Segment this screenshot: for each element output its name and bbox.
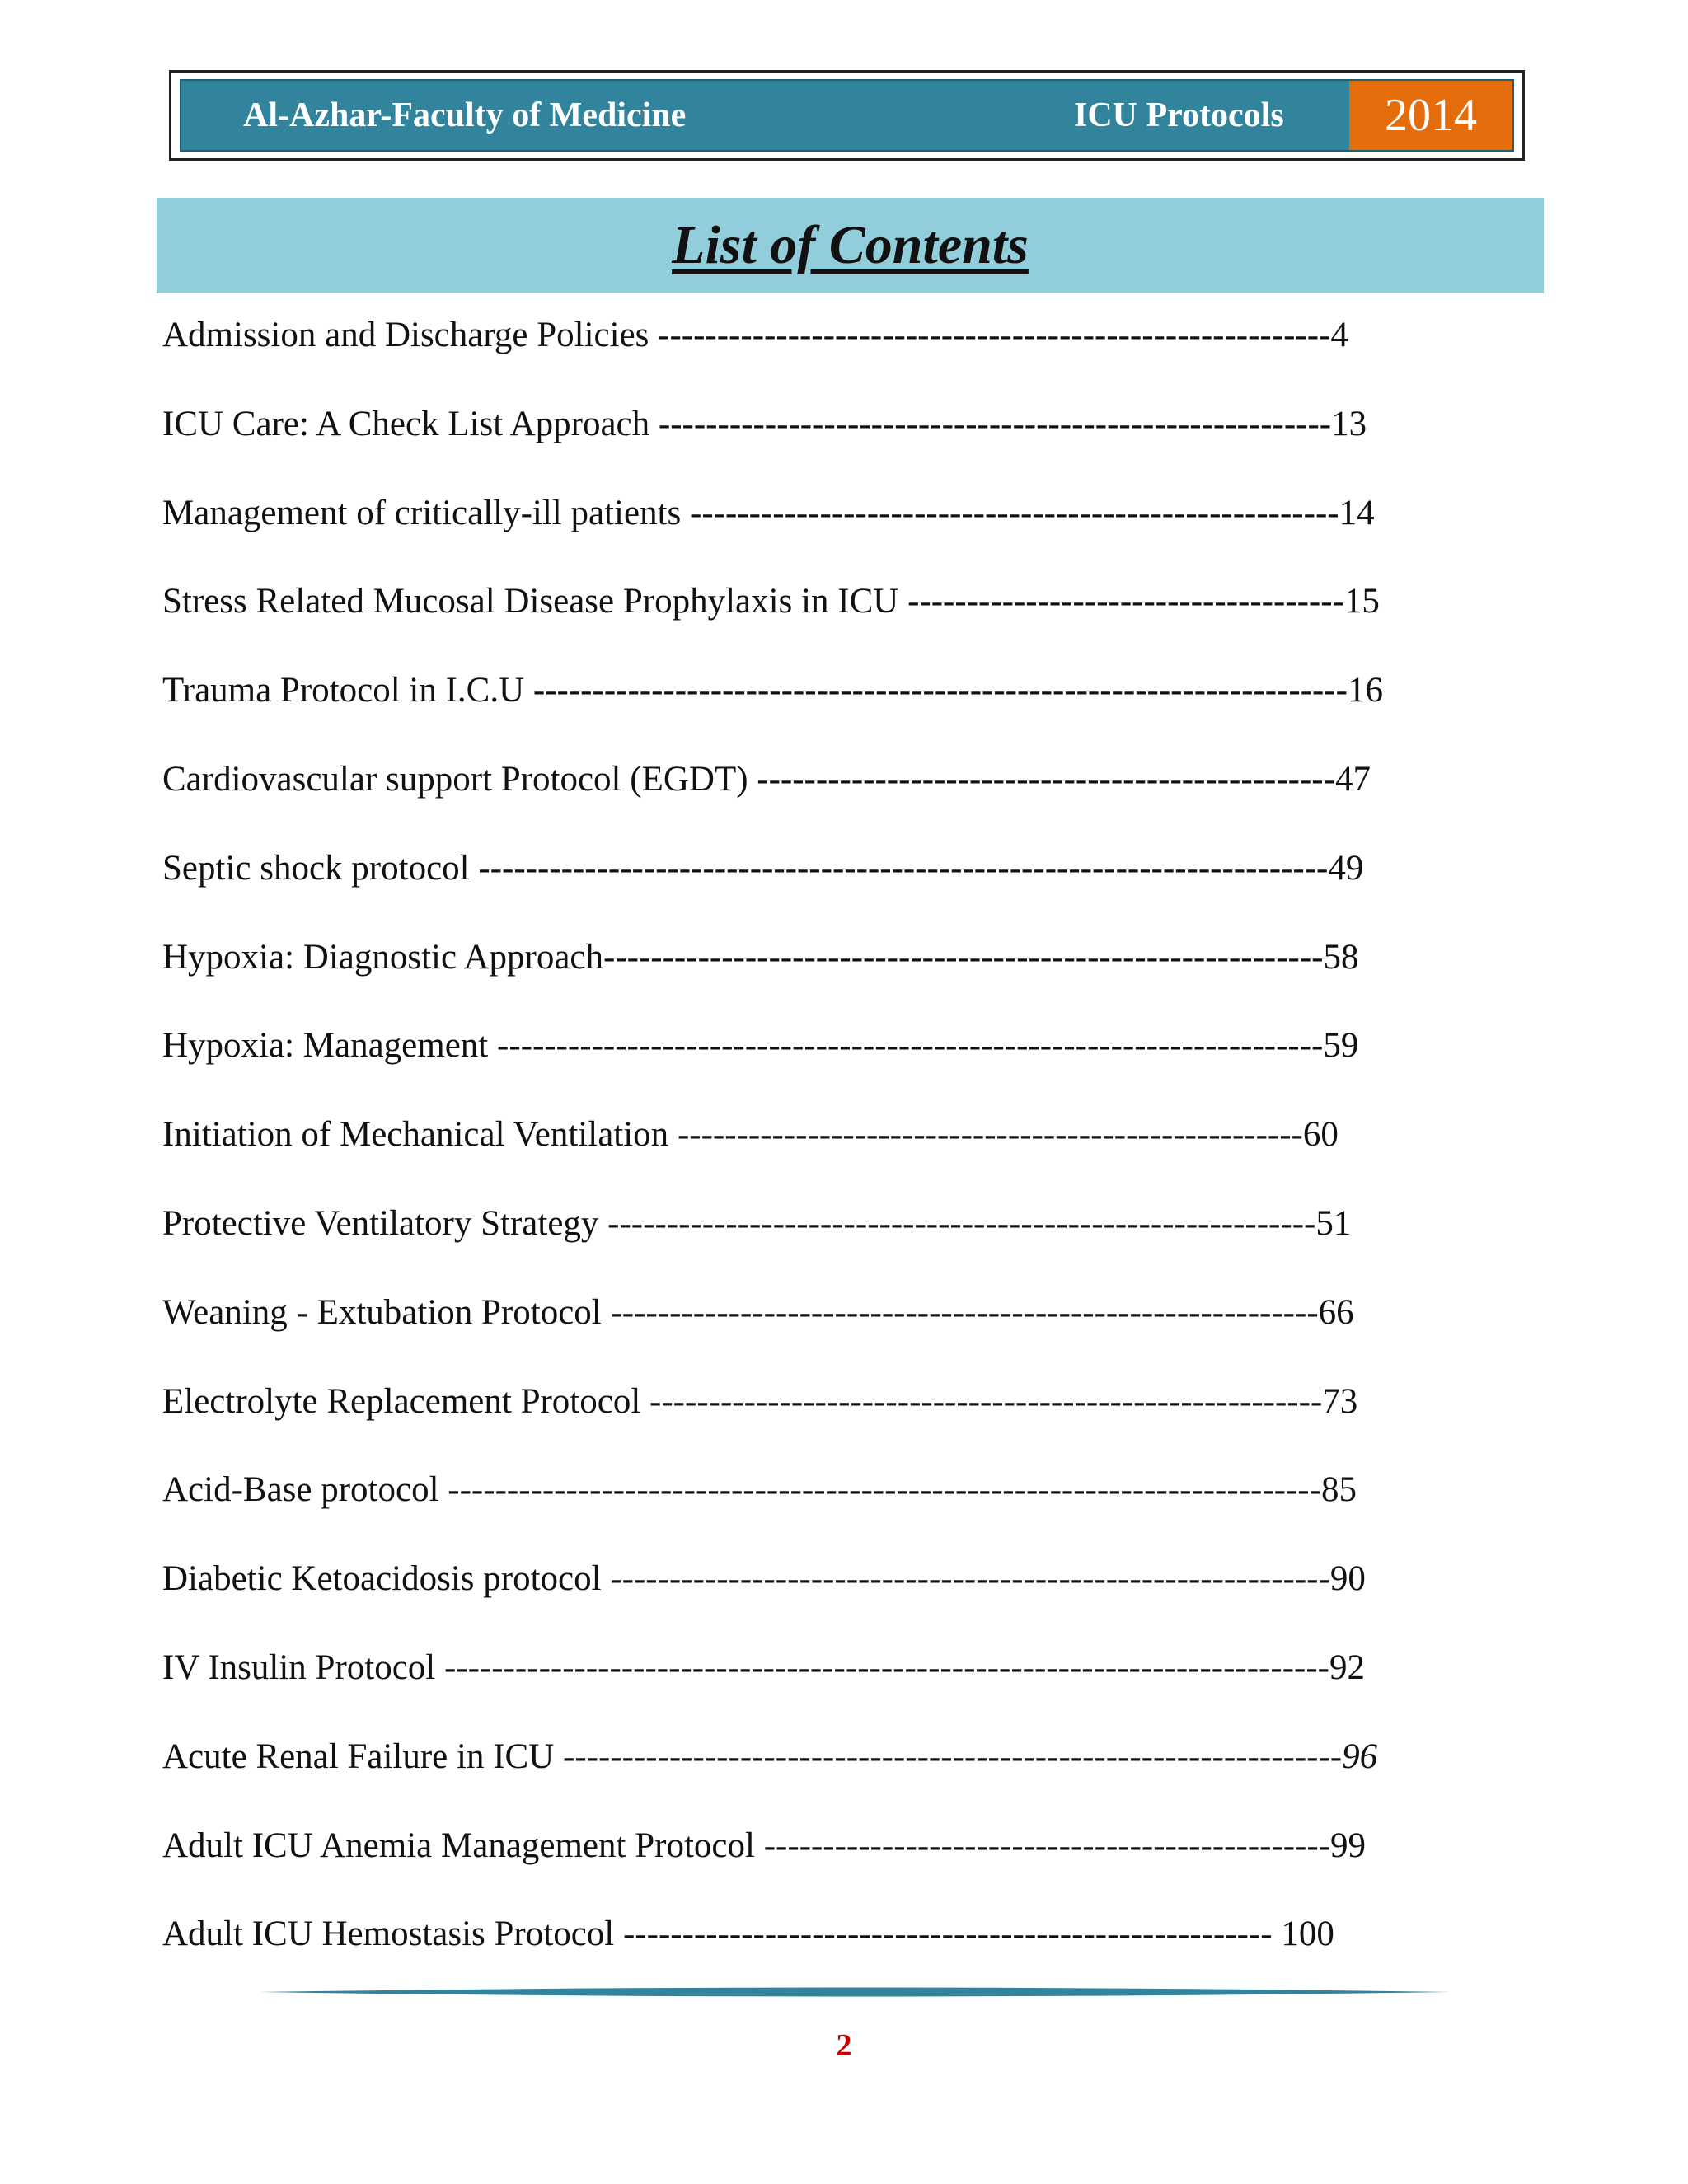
- toc-entry-title: Septic shock protocol: [162, 848, 470, 888]
- toc-entry-leader: ------------------------------------------------------------: [598, 1204, 1316, 1243]
- toc-entry-title: Initiation of Mechanical Ventilation: [162, 1115, 669, 1155]
- contents-title: List of Contents: [672, 215, 1029, 275]
- contents-title-band: [157, 198, 1544, 293]
- toc-entry-page: 85: [1320, 1470, 1357, 1510]
- toc-entry-title: Management of critically-ill patients: [162, 493, 682, 532]
- header-year-badge: 2014: [1349, 81, 1512, 150]
- toc-entry-title: IV Insulin Protocol: [162, 1648, 436, 1687]
- toc-entry-leader: -------------------------------------------------------: [681, 493, 1339, 532]
- toc-entry-leader: ------------------------------------------------------------------------: [469, 848, 1329, 888]
- toc-entry-page: 60: [1302, 1115, 1339, 1155]
- toc-entry[interactable]: [162, 485, 1375, 542]
- toc-entry[interactable]: [162, 573, 1380, 630]
- toc-entry-page: 51: [1315, 1204, 1352, 1243]
- toc-entry-leader: ---------------------------------------------------------: [640, 1381, 1323, 1421]
- toc-entry[interactable]: [162, 1017, 1358, 1075]
- toc-entry-leader: -------------------------------------: [898, 582, 1344, 621]
- toc-entry-title: Electrolyte Replacement Protocol: [162, 1381, 641, 1421]
- toc-entry-page: 58: [1323, 937, 1359, 977]
- toc-entry-leader: --------------------------------------------------------------------------: [438, 1470, 1321, 1510]
- toc-entry-page: 15: [1343, 582, 1380, 621]
- toc-entry[interactable]: [162, 1905, 1334, 1963]
- toc-entry-title: Acid-Base protocol: [162, 1470, 439, 1510]
- toc-entry[interactable]: [162, 751, 1371, 808]
- toc-entry[interactable]: [162, 1284, 1354, 1342]
- toc-entry-title: ICU Care: A Check List Approach: [162, 404, 650, 443]
- toc-entry[interactable]: [162, 1195, 1351, 1253]
- toc-entry-page: 4: [1330, 316, 1348, 354]
- toc-entry-title: Trauma Protocol in I.C.U: [162, 671, 525, 710]
- toc-entry-page: 73: [1322, 1381, 1358, 1421]
- toc-entry-page: 96: [1342, 1736, 1378, 1776]
- toc-entry-leader: ------------------------------------------------------------: [601, 1292, 1319, 1332]
- toc-entry-leader: ---------------------------------------------------------: [649, 404, 1332, 443]
- toc-entry-title: Hypoxia: Management: [162, 1026, 489, 1066]
- toc-entry-leader: ------------------------------------------------: [754, 1825, 1331, 1865]
- toc-entry-title: Stress Related Mucosal Disease Prophylaxis in ICU: [162, 582, 899, 621]
- toc-entry[interactable]: [162, 1550, 1366, 1608]
- page-number: 2: [836, 2028, 852, 2063]
- toc-entry-title: Adult ICU Anemia Management Protocol: [162, 1825, 755, 1865]
- toc-entry-page: 49: [1328, 848, 1364, 888]
- toc-entry[interactable]: [162, 1461, 1357, 1519]
- header-bar: [180, 79, 1514, 152]
- toc-entry-leader: -------------------------------------------------------------: [603, 937, 1324, 977]
- toc-entry-page: 100: [1272, 1915, 1334, 1954]
- toc-entry-leader: ---------------------------------------------------------------------------: [435, 1648, 1329, 1687]
- toc-entry[interactable]: [162, 396, 1367, 453]
- toc-entry-page: 66: [1318, 1292, 1354, 1332]
- toc-entry-title: Weaning - Extubation Protocol: [162, 1292, 602, 1332]
- toc-entry-title: Cardiovascular support Protocol (EGDT): [162, 760, 748, 799]
- toc-entry-leader: ----------------------------------------------------------------------: [488, 1026, 1324, 1066]
- toc-entry-page: 13: [1331, 404, 1367, 443]
- page-header: [169, 70, 1525, 161]
- toc-entry[interactable]: [162, 307, 1348, 364]
- toc-entry-title: Diabetic Ketoacidosis protocol: [162, 1559, 602, 1599]
- toc-entry-page: 59: [1323, 1026, 1359, 1066]
- toc-entry-title: Hypoxia: Diagnostic Approach: [162, 937, 604, 977]
- toc-entry-title: Adult ICU Hemostasis Protocol: [162, 1915, 615, 1954]
- toc-entry-page: 90: [1329, 1559, 1366, 1599]
- toc-entry-title: Protective Ventilatory Strategy: [162, 1204, 599, 1243]
- toc-entry-page: 92: [1329, 1648, 1365, 1687]
- toc-entry[interactable]: [162, 840, 1363, 898]
- toc-entry-page: 16: [1347, 671, 1383, 710]
- toc-entry-title: Acute Renal Failure in ICU: [162, 1736, 555, 1776]
- toc-entry[interactable]: [162, 929, 1359, 987]
- toc-entry-leader: -------------------------------------------------: [748, 760, 1335, 799]
- toc-entry-title: Admission and Discharge Policies: [162, 316, 649, 354]
- toc-entry[interactable]: [162, 662, 1383, 719]
- toc-entry-page: 99: [1330, 1825, 1367, 1865]
- toc-entry-page: 47: [1334, 760, 1371, 799]
- toc-entry[interactable]: [162, 1639, 1365, 1697]
- toc-entry[interactable]: [162, 1373, 1357, 1431]
- toc-entry-leader: ------------------------------------------------------------------: [554, 1736, 1343, 1776]
- toc-entry[interactable]: [162, 1106, 1339, 1164]
- toc-entry[interactable]: [162, 1817, 1366, 1875]
- toc-entry-leader: ---------------------------------------------------------------------: [524, 671, 1348, 710]
- header-document-title: ICU Protocols: [1074, 96, 1284, 134]
- toc-entry-page: 14: [1339, 493, 1375, 532]
- toc-entry[interactable]: [162, 1728, 1377, 1786]
- footer-divider: [260, 1985, 1451, 1999]
- header-institution: Al-Azhar-Faculty of Medicine: [243, 96, 687, 134]
- toc-entry-leader: -------------------------------------------------------: [614, 1915, 1273, 1954]
- toc-entry-leader: -------------------------------------------------------------: [601, 1559, 1330, 1599]
- toc-entry-leader: ---------------------------------------------------------: [649, 316, 1331, 354]
- toc-entry-leader: -----------------------------------------------------: [668, 1115, 1303, 1155]
